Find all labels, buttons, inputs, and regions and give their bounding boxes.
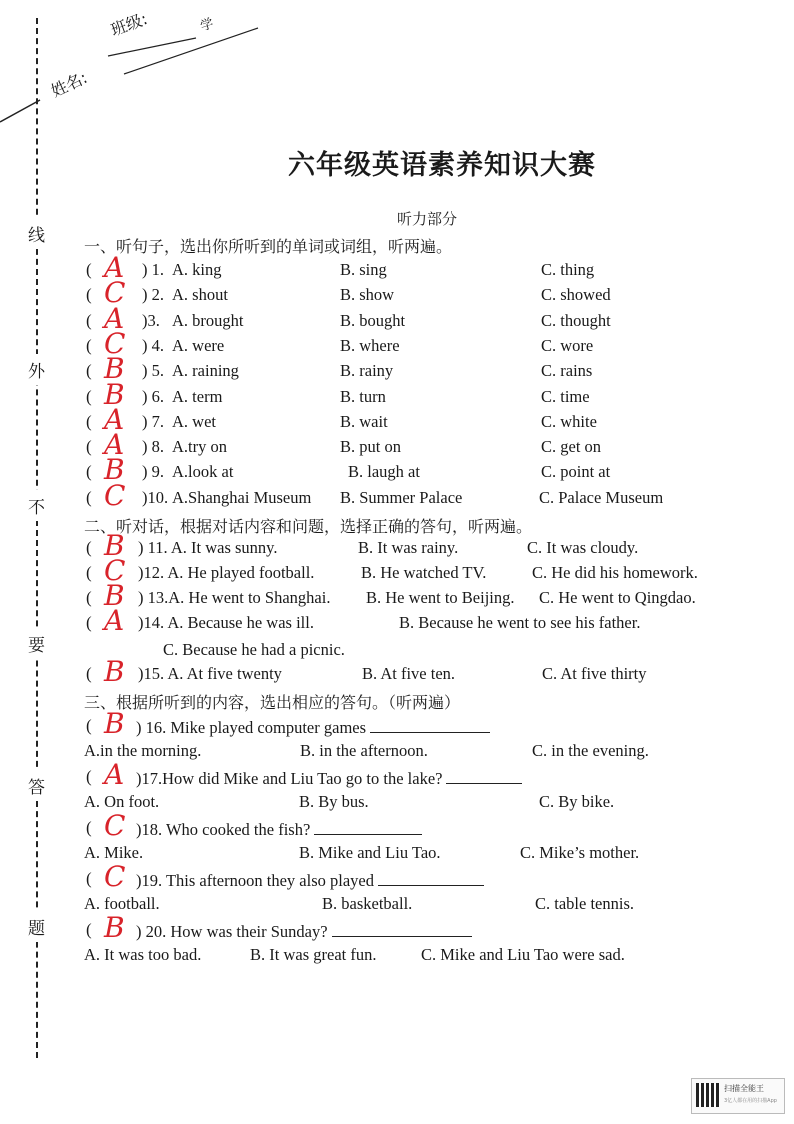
- option-b: B. Because he went to see his father.: [399, 613, 641, 632]
- answer-blank: [314, 818, 422, 835]
- option-b: B. sing: [340, 260, 387, 279]
- answer-mark: C: [104, 860, 126, 893]
- answer-mark: A: [104, 428, 125, 462]
- option-b: B. By bus.: [299, 792, 369, 811]
- option-a: A.look at: [172, 462, 234, 482]
- question-text: [136, 767, 522, 789]
- question-text-content: ) 20. How was their Sunday?: [136, 922, 328, 941]
- q14-option-c: C. Because he had a picnic.: [163, 640, 345, 659]
- question-number: ) 7.: [142, 411, 164, 431]
- question-text: [136, 920, 472, 942]
- question-text-content: )17.How did Mike and Liu Tao go to the lake?: [136, 769, 443, 788]
- option-a: A. It was too bad.: [84, 945, 202, 964]
- answer-mark: C: [104, 809, 126, 842]
- option-c: C. rains: [541, 361, 593, 381]
- answer-mark: B: [104, 911, 125, 944]
- option-a: A. wet: [172, 411, 216, 431]
- scanner-label: 扫描全能王: [724, 1084, 764, 1093]
- margin-char: 线: [28, 218, 45, 249]
- option-a: A.Shanghai Museum: [172, 487, 312, 507]
- question-text: )14. A. Because he was ill.: [138, 613, 314, 632]
- question-number: ) 9.: [142, 462, 164, 482]
- margin-char: 要: [28, 628, 45, 659]
- answer-paren-open: (: [86, 462, 92, 482]
- answer-paren-open: (: [86, 487, 92, 507]
- option-b: B. rainy: [340, 361, 394, 381]
- option-c: C. He went to Qingdao.: [539, 588, 696, 607]
- option-c: C. Mike and Liu Tao were sad.: [421, 945, 625, 964]
- answer-mark: C: [104, 276, 126, 310]
- answer-mark: B: [104, 453, 125, 487]
- question-text: )15. A. At five twenty: [138, 664, 282, 683]
- question-text-content: ) 16. Mike played computer games: [136, 718, 367, 737]
- option-b: B. bought: [340, 310, 406, 330]
- page-title: 六年级英语素养知识大赛: [288, 150, 596, 181]
- qr-code-icon: [696, 1083, 720, 1107]
- answer-mark: B: [104, 529, 125, 562]
- answer-paren-open: (: [86, 411, 92, 431]
- question-number: ) 5.: [142, 361, 164, 381]
- option-c: C. thing: [541, 260, 595, 279]
- section-2-heading: 二、听对话，根据对话内容和问题，选择正确的答句，听两遍。: [84, 517, 533, 536]
- option-a: A. football.: [84, 894, 160, 913]
- question-number: )3.: [142, 310, 160, 330]
- question-text: ) 13.A. He went to Shanghai.: [138, 588, 331, 607]
- section-subtitle: 听力部分: [396, 210, 457, 228]
- option-a: A. king: [172, 260, 222, 279]
- option-b: B. laugh at: [348, 462, 420, 482]
- option-c: C. time: [541, 386, 590, 406]
- option-b: B. He watched TV.: [361, 563, 487, 582]
- option-a: A. term: [172, 386, 223, 406]
- option-b: B. turn: [340, 386, 386, 406]
- option-b: B. Summer Palace: [340, 487, 463, 507]
- option-b: B. Mike and Liu Tao.: [299, 843, 441, 862]
- question-text-content: )19. This afternoon they also played: [136, 871, 374, 890]
- answer-paren-open: (: [86, 767, 92, 786]
- option-c: C. Palace Museum: [539, 487, 664, 507]
- answer-paren-open: (: [86, 437, 92, 457]
- answer-paren-open: (: [86, 361, 92, 381]
- answer-paren-open: (: [86, 310, 92, 330]
- answer-mark: A: [104, 301, 125, 335]
- option-a: A. were: [172, 335, 225, 355]
- answer-paren-open: (: [86, 869, 92, 888]
- question-number: ) 2.: [142, 285, 164, 305]
- answer-mark: B: [104, 377, 125, 411]
- option-c: C. get on: [541, 437, 602, 457]
- scanner-watermark: [691, 1078, 785, 1114]
- answer-paren-open: (: [86, 335, 92, 355]
- answer-paren-open: (: [86, 260, 92, 279]
- option-c: C. He did his homework.: [532, 563, 698, 582]
- question-number: ) 6.: [142, 386, 164, 406]
- margin-char: 外: [28, 354, 45, 385]
- answer-blank: [370, 716, 490, 733]
- question-text: ) 11. A. It was sunny.: [138, 538, 278, 557]
- option-b: B. put on: [340, 437, 401, 457]
- answer-blank: [378, 869, 484, 886]
- answer-paren-open: (: [86, 285, 92, 305]
- option-c: C. At five thirty: [542, 664, 647, 683]
- answer-mark: C: [104, 326, 126, 360]
- option-c: C. It was cloudy.: [527, 538, 639, 557]
- margin-char: 答: [28, 770, 45, 801]
- answer-mark: B: [104, 352, 125, 386]
- option-c: C. wore: [541, 335, 594, 355]
- option-a: A. Mike.: [84, 843, 144, 862]
- scanner-sub: 3亿人都在用的扫描App: [724, 1098, 777, 1104]
- answer-blank: [446, 767, 522, 784]
- answer-paren-open: (: [86, 716, 92, 735]
- header-lines: [0, 0, 300, 140]
- question-text: [136, 869, 484, 891]
- option-b: B. show: [340, 285, 395, 305]
- option-c: C. thought: [541, 310, 611, 330]
- answer-mark: A: [104, 402, 125, 436]
- answer-mark: B: [104, 655, 125, 688]
- question-number: ) 8.: [142, 437, 164, 457]
- class-label: 班级:: [108, 9, 150, 40]
- name-label: 姓名:: [48, 67, 91, 101]
- option-b: B. It was great fun.: [250, 945, 377, 964]
- option-b: B. It was rainy.: [358, 538, 459, 557]
- answer-paren-open: (: [86, 588, 92, 607]
- question-text: )12. A. He played football.: [138, 563, 315, 582]
- option-c: C. in the evening.: [532, 741, 649, 760]
- option-a: A. shout: [172, 285, 228, 305]
- answer-mark: B: [104, 707, 125, 740]
- answer-mark: C: [104, 478, 126, 512]
- answer-paren-open: (: [86, 920, 92, 939]
- option-c: C. Mike’s mother.: [520, 843, 640, 862]
- answer-mark: B: [104, 579, 125, 612]
- option-c: C. table tennis.: [535, 894, 634, 913]
- section-3-heading: 三、根据所听到的内容，选出相应的答句。（听两遍）: [84, 693, 461, 712]
- option-a: A. On foot.: [84, 792, 160, 811]
- option-c: C. white: [541, 411, 597, 431]
- answer-blank: [332, 920, 472, 937]
- answer-mark: C: [104, 554, 126, 587]
- option-c: C. showed: [541, 285, 611, 305]
- option-b: B. He went to Beijing.: [366, 588, 515, 607]
- student-no-label: 学: [198, 16, 216, 35]
- question-number: )10.: [142, 487, 169, 507]
- question-text: [136, 716, 490, 738]
- answer-paren-open: (: [86, 538, 92, 557]
- answer-mark: A: [104, 604, 125, 637]
- answer-paren-open: (: [86, 818, 92, 837]
- answer-paren-open: (: [86, 664, 92, 683]
- answer-paren-open: (: [86, 563, 92, 582]
- answer-mark: A: [104, 758, 125, 791]
- question-text: [136, 818, 422, 840]
- option-b: B. At five ten.: [362, 664, 456, 683]
- section-1-heading: 一、听句子，选出你所听到的单词或词组，听两遍。: [84, 237, 453, 256]
- option-b: B. where: [340, 335, 400, 355]
- option-a: A. raining: [172, 361, 239, 381]
- option-c: C. By bike.: [539, 792, 615, 811]
- option-c: C. point at: [541, 462, 611, 482]
- answer-paren-open: (: [86, 386, 92, 406]
- question-number: ) 4.: [142, 335, 164, 355]
- option-b: B. basketball.: [322, 894, 413, 913]
- answer-mark: A: [104, 251, 125, 284]
- option-a: A.in the morning.: [84, 741, 202, 760]
- option-b: B. in the afternoon.: [300, 741, 428, 760]
- option-a: A.try on: [172, 437, 227, 457]
- question-number: ) 1.: [142, 260, 164, 279]
- question-text-content: )18. Who cooked the fish?: [136, 820, 311, 839]
- answer-paren-open: (: [86, 613, 92, 632]
- option-b: B. wait: [340, 411, 388, 431]
- margin-char: 题: [28, 911, 45, 942]
- option-a: A. brought: [172, 310, 244, 330]
- margin-char: 不: [28, 490, 45, 521]
